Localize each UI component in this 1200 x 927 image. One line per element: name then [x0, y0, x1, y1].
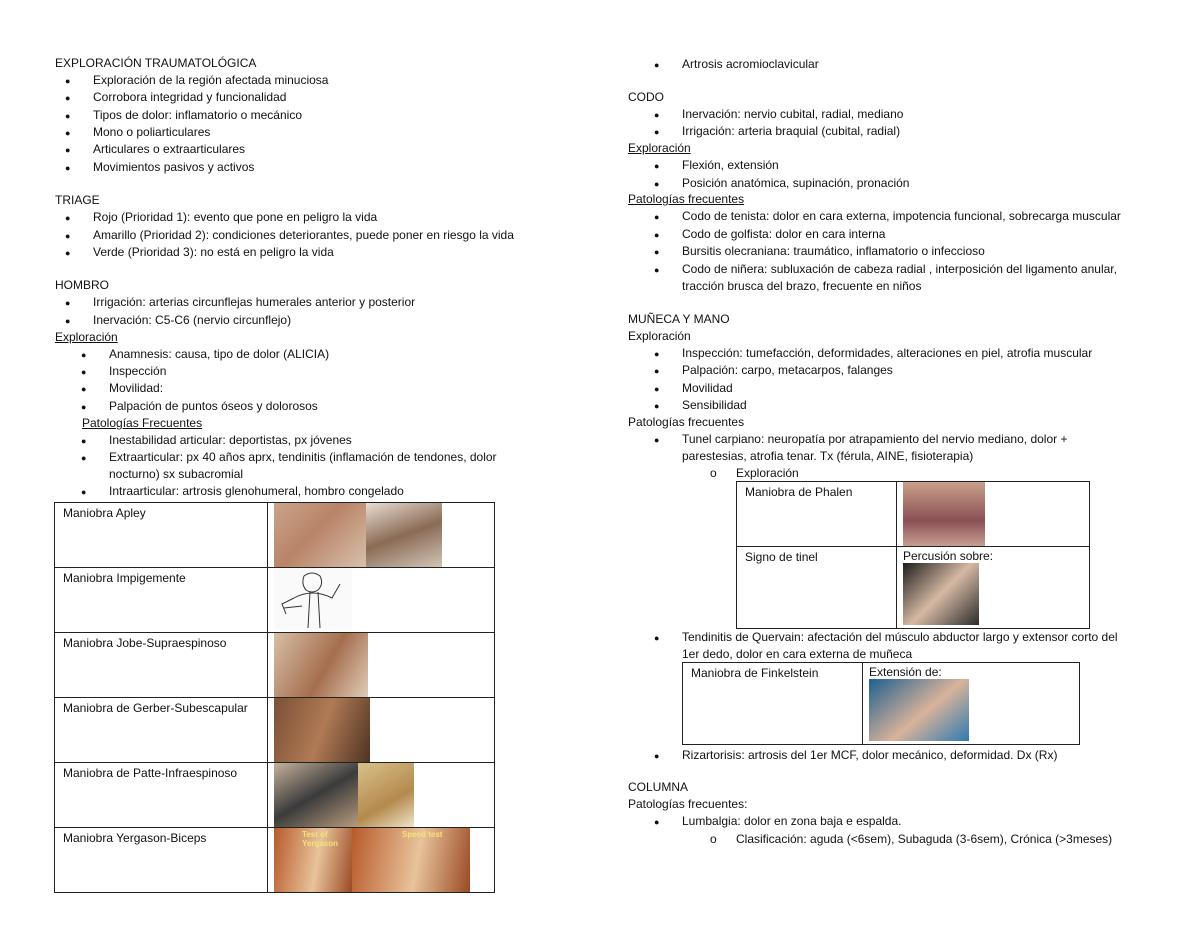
maniobras-table	[54, 502, 495, 893]
table-row	[55, 568, 495, 633]
apley-photo-2	[366, 503, 442, 567]
subsection-patologias: Patologías Frecuentes	[82, 416, 203, 430]
table-cell: Signo de tinel	[737, 547, 897, 629]
table-cell: Maniobra Yergason-Biceps	[55, 828, 268, 893]
list-item: ● Codo de niñera: subluxación de cabeza radial , interposición del ligamento anular,	[682, 262, 1117, 277]
list-item: ● Movilidad:	[109, 381, 163, 396]
list-item: ● Bursitis olecraniana: traumático, inflamatorio o infeccioso	[682, 244, 985, 259]
table-cell: Maniobra de Patte-Infraespinoso	[55, 763, 268, 828]
quervain-table	[682, 662, 1080, 745]
table-row	[55, 763, 495, 828]
gerber-photo	[274, 698, 370, 762]
list-item: ● Inspección: tumefacción, deformidades, alteraciones en piel, atrofia muscular	[682, 346, 1092, 361]
list-item: ● Irrigación: arteria braquial (cubital, radial)	[682, 124, 900, 139]
section-title-hombro: HOMBRO	[55, 278, 109, 292]
list-item: ● Tipos de dolor: inflamatorio o mecánico	[93, 108, 302, 123]
photo-tag: Test of Yergason	[302, 830, 339, 848]
table-row	[55, 828, 495, 893]
finkelstein-note: Extensión de:	[869, 665, 942, 679]
table-cell: Maniobra de Phalen	[737, 482, 897, 547]
photo-tag: Speed test	[402, 830, 443, 839]
subsection-exploracion: Exploración	[55, 330, 118, 344]
table-row	[55, 633, 495, 698]
list-item: ● Intraarticular: artrosis glenohumeral, hombro congelado	[109, 484, 404, 499]
speed-test-photo	[352, 828, 470, 892]
patte-photo-2	[358, 763, 414, 827]
right-column	[600, 0, 1200, 927]
table-cell	[268, 503, 495, 568]
tunel-table	[736, 481, 1090, 629]
tinel-photo	[903, 563, 979, 625]
list-item: ● Lumbalgia: dolor en zona baja e espalda.	[682, 814, 902, 829]
list-item: ● Palpación: carpo, metacarpos, falanges	[682, 363, 893, 378]
yergason-photo	[274, 828, 352, 892]
list-item: ● Inestabilidad articular: deportistas, px jóvenes	[109, 433, 352, 448]
list-item: ● Movimientos pasivos y activos	[93, 160, 254, 175]
list-item: ● Artrosis acromioclavicular	[682, 57, 819, 72]
section-title-columna: COLUMNA	[628, 780, 689, 794]
jobe-photo	[274, 633, 368, 697]
list-item: ● Movilidad	[682, 381, 733, 396]
table-cell: Maniobra Impigemente	[55, 568, 268, 633]
sub-list-item: o Exploración	[736, 466, 799, 481]
table-cell: Maniobra de Finkelstein	[683, 663, 863, 745]
list-item: ● Codo de golfista: dolor en cara interna	[682, 227, 885, 242]
table-cell	[863, 663, 1080, 745]
table-row	[55, 503, 495, 568]
table-cell	[268, 828, 495, 893]
list-item: ● Inervación: nervio cubital, radial, mediano	[682, 107, 903, 122]
list-item: ● Codo de tenista: dolor en cara externa, impotencia funcional, sobrecarga muscular	[682, 209, 1121, 224]
table-cell: Maniobra Apley	[55, 503, 268, 568]
list-item: ● Palpación de puntos óseos y dolorosos	[109, 399, 318, 414]
list-item: ● Anamnesis: causa, tipo de dolor (ALICIA)	[109, 347, 329, 362]
table-cell	[268, 633, 495, 698]
list-item: ● Inspección	[109, 364, 166, 379]
sub-list-item: o Clasificación: aguda (<6sem), Subaguda (3-6sem), Crónica (>3meses)	[736, 832, 1112, 847]
table-row	[683, 663, 1080, 745]
list-item: ● Rizartorisis: artrosis del 1er MCF, dolor mecánico, deformidad. Dx (Rx)	[682, 748, 1057, 763]
apley-photo-1	[274, 503, 366, 567]
list-item-continuation: nocturno) sx subacromial	[109, 467, 244, 481]
list-item: ● Irrigación: arterias circunflejas humerales anterior y posterior	[93, 295, 415, 310]
table-cell: Maniobra de Gerber-Subescapular	[55, 698, 268, 763]
list-item-continuation: parestesias, atrofia tenar. Tx (férula, AINE, fisioterapia)	[682, 449, 974, 463]
patte-photo-1	[274, 763, 358, 827]
table-cell	[268, 568, 495, 633]
table-row	[737, 547, 1090, 629]
list-item: ● Amarillo (Prioridad 2): condiciones deteriorantes, puede poner en riesgo la vida	[93, 228, 514, 243]
list-item: ● Corrobora integridad y funcionalidad	[93, 90, 286, 105]
tinel-note: Percusión sobre:	[903, 549, 994, 563]
list-item: ● Inervación: C5-C6 (nervio circunflejo)	[93, 313, 291, 328]
section-title-codo: CODO	[628, 90, 664, 104]
list-item: ● Extraarticular: px 40 años aprx, tendinitis (inflamación de tendones, dolor	[109, 450, 497, 465]
list-item: ● Posición anatómica, supinación, pronación	[682, 176, 909, 191]
subsection-patologias: Patologías frecuentes	[628, 192, 745, 206]
subsection-patologias: Patologías frecuentes:	[628, 797, 748, 811]
table-cell	[897, 482, 1090, 547]
subsection-exploracion: Exploración	[628, 329, 691, 343]
list-item-continuation: tracción brusca del brazo, frecuente en niños	[682, 279, 922, 293]
subsection-patologias: Patologías frecuentes	[628, 415, 745, 429]
list-item: ● Exploración de la región afectada minuciosa	[93, 73, 328, 88]
list-item: ● Mono o poliarticulares	[93, 125, 210, 140]
table-cell: Maniobra Jobe-Supraespinoso	[55, 633, 268, 698]
table-row	[55, 698, 495, 763]
list-item-continuation: 1er dedo, dolor en cara externa de muñeca	[682, 647, 913, 661]
list-item: ● Verde (Prioridad 3): no está en peligro la vida	[93, 245, 334, 260]
table-row	[737, 482, 1090, 547]
phalen-photo	[903, 482, 985, 546]
subsection-exploracion: Exploración	[628, 141, 691, 155]
list-item: ● Flexión, extensión	[682, 158, 779, 173]
list-item: ● Tendinitis de Quervain: afectación del músculo abductor largo y extensor corto del	[682, 630, 1118, 645]
list-item: ● Articulares o extraarticulares	[93, 142, 245, 157]
section-title-exploracion: EXPLORACIÓN TRAUMATOLÓGICA	[55, 56, 257, 70]
list-item: ● Sensibilidad	[682, 398, 747, 413]
table-cell	[268, 763, 495, 828]
table-cell	[268, 698, 495, 763]
list-item: ● Rojo (Prioridad 1): evento que pone en peligro la vida	[93, 210, 377, 225]
impingement-sketch	[274, 568, 352, 630]
list-item: ● Tunel carpiano: neuropatía por atrapamiento del nervio mediano, dolor +	[682, 432, 1067, 447]
table-cell	[897, 547, 1090, 629]
finkelstein-photo	[869, 679, 969, 741]
section-title-triage: TRIAGE	[55, 193, 100, 207]
section-title-muneca: MUÑECA Y MANO	[628, 312, 730, 326]
